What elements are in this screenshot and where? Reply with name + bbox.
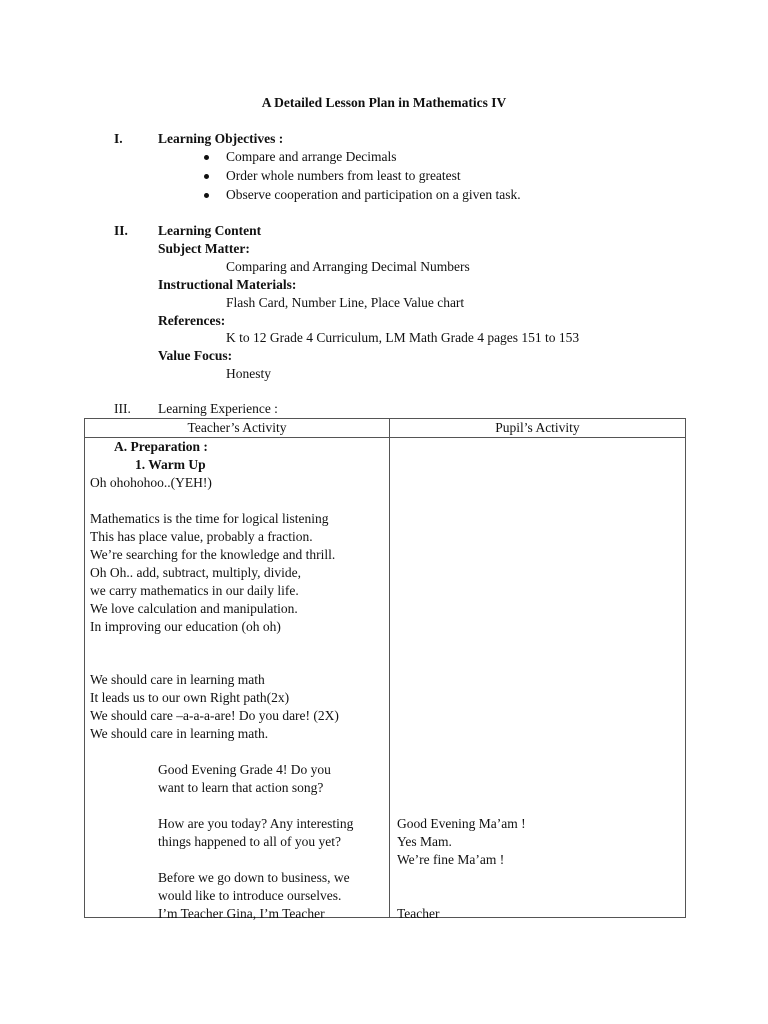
table-row xyxy=(85,438,686,918)
references-value: K to 12 Grade 4 Curriculum, LM Math Grade 4 pages 151 to 153 xyxy=(226,330,580,345)
objective-item xyxy=(226,167,461,185)
song-line: We should care in learning math xyxy=(90,672,265,687)
song-line: In improving our education (oh oh) xyxy=(90,619,281,634)
pupil-line: Good Evening Ma’am ! xyxy=(397,816,526,831)
section-2-heading: Learning Content xyxy=(158,223,262,238)
song-line: We should care in learning math. xyxy=(90,726,269,741)
pupil-line: Yes Mam. xyxy=(397,834,452,849)
song-intro: Oh ohohohoo..(YEH!) xyxy=(90,475,212,490)
song-line: It leads us to our own Right path(2x) xyxy=(90,690,290,705)
materials-label: Instructional Materials: xyxy=(158,277,297,292)
teacher-activity-cell xyxy=(85,438,390,921)
song-line: Mathematics is the time for logical listening xyxy=(90,511,329,526)
warm-up-heading: 1. Warm Up xyxy=(135,457,206,472)
value-focus-label: Value Focus: xyxy=(158,348,233,363)
song-line: Oh Oh.. add, subtract, multiply, divide, xyxy=(90,565,301,580)
pupil-line: We’re fine Ma’am ! xyxy=(397,852,505,867)
song-line: This has place value, probably a fraction. xyxy=(90,529,313,544)
pupil-activity-cell xyxy=(390,438,686,921)
section-3-heading: Learning Experience : xyxy=(158,401,278,416)
subject-matter-value: Comparing and Arranging Decimal Numbers xyxy=(226,259,470,274)
song-line: we carry mathematics in our daily life. xyxy=(90,583,299,598)
teacher-line: Before we go down to business, we xyxy=(158,870,350,885)
teacher-line: I’m Teacher Gina, I’m Teacher xyxy=(158,906,325,921)
objective-text: Compare and arrange Decimals xyxy=(226,149,397,164)
objective-item xyxy=(226,186,521,204)
song-line: We love calculation and manipulation. xyxy=(90,601,298,616)
bullet-icon xyxy=(204,193,209,198)
subject-matter-label: Subject Matter: xyxy=(158,241,250,256)
teacher-line: want to learn that action song? xyxy=(158,780,324,795)
section-3-number: III. xyxy=(114,401,131,416)
teacher-line: How are you today? Any interesting xyxy=(158,816,354,831)
teacher-line: things happened to all of you yet? xyxy=(158,834,341,849)
bullet-icon xyxy=(204,155,209,160)
bullet-icon xyxy=(204,174,209,179)
teacher-line: Good Evening Grade 4! Do you xyxy=(158,762,331,777)
preparation-heading: A. Preparation : xyxy=(114,439,208,454)
section-1-number: I. xyxy=(114,131,123,146)
table-header-row xyxy=(85,419,686,438)
objective-text: Order whole numbers from least to greatest xyxy=(226,168,461,183)
teacher-line: would like to introduce ourselves. xyxy=(158,888,342,903)
section-1-heading: Learning Objectives : xyxy=(158,131,284,146)
song-line: We should care –a-a-a-are! Do you dare! (2X) xyxy=(90,708,339,723)
section-2-number: II. xyxy=(114,223,128,238)
objective-text: Observe cooperation and participation on a given task. xyxy=(226,187,521,202)
document-title: A Detailed Lesson Plan in Mathematics IV xyxy=(261,95,507,110)
learning-experience-table xyxy=(84,418,686,921)
references-label: References: xyxy=(158,313,226,328)
pupil-line: Teacher xyxy=(397,906,440,921)
objective-item xyxy=(226,148,397,166)
song-line: We’re searching for the knowledge and thrill. xyxy=(90,547,336,562)
value-focus-value: Honesty xyxy=(226,366,271,381)
pupil-activity-header: Pupil’s Activity xyxy=(390,419,686,438)
materials-value: Flash Card, Number Line, Place Value chart xyxy=(226,295,465,310)
teacher-activity-header: Teacher’s Activity xyxy=(85,419,390,438)
